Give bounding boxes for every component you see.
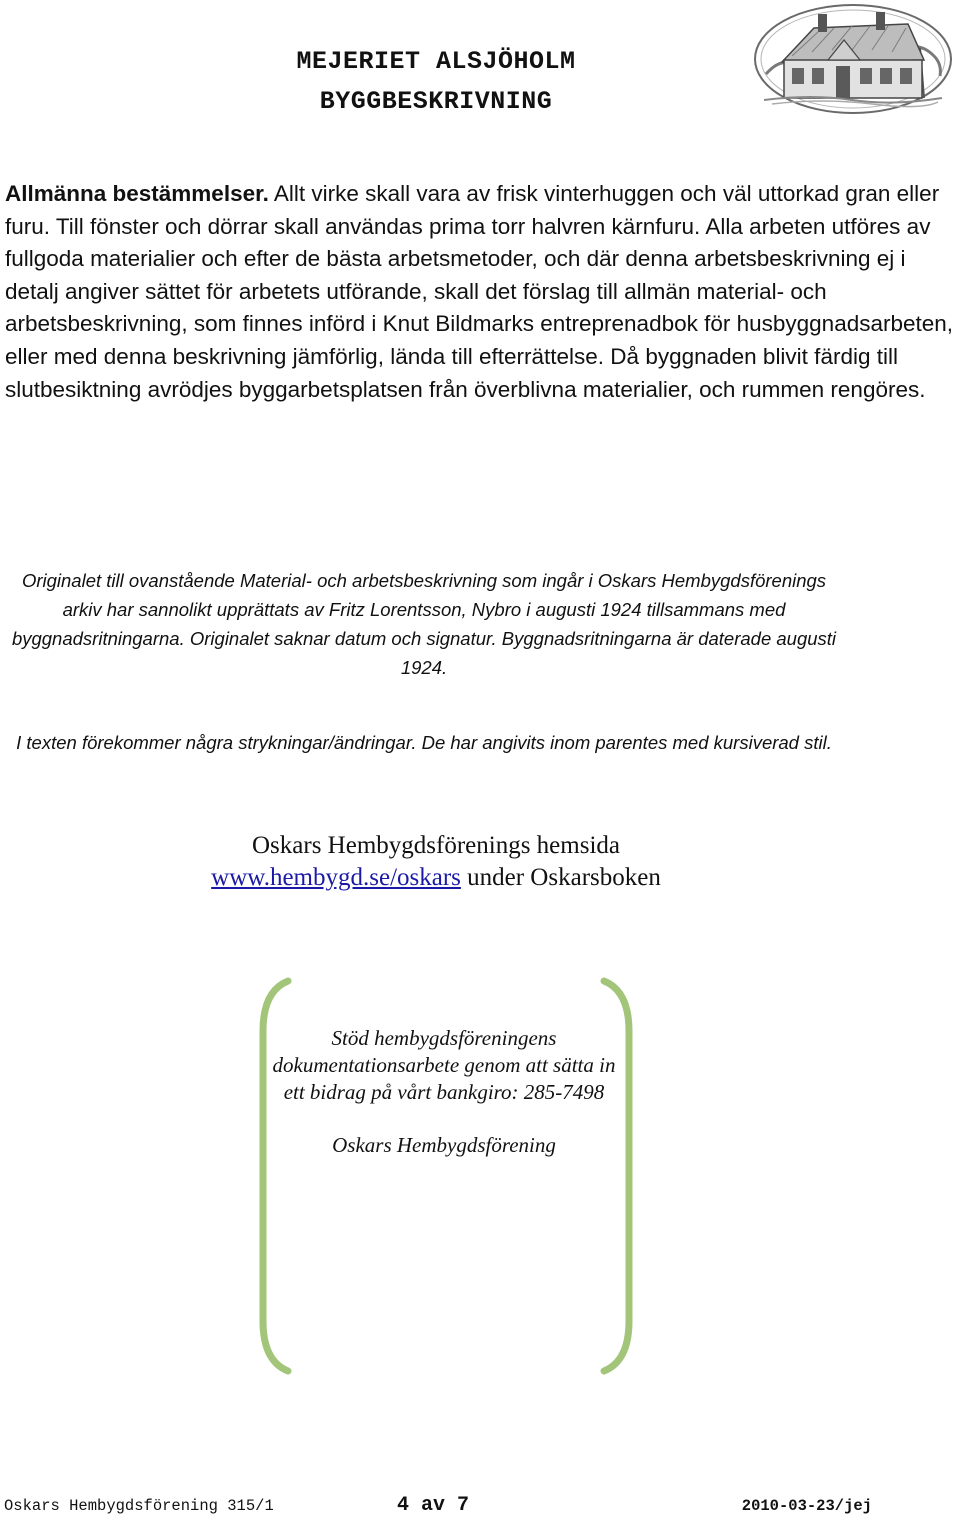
title-line-1: MEJERIET ALSJÖHOLM <box>296 47 576 76</box>
website-suffix: under Oskarsboken <box>460 864 661 891</box>
general-provisions-heading: Allmänna bestämmelser. <box>5 181 269 206</box>
website-line <box>0 862 872 894</box>
footer-date: 2010-03-23/jej <box>741 1497 872 1515</box>
donation-appeal <box>270 1025 618 1159</box>
website-title: Oskars Hembygdsförenings hemsida <box>252 832 620 859</box>
page-footer <box>0 1494 960 1518</box>
house-sketch-icon <box>752 2 955 116</box>
website-block <box>0 830 872 894</box>
website-link[interactable]: www.hembygd.se/oskars <box>211 864 461 891</box>
donation-org: Oskars Hembygdsförening <box>332 1133 556 1157</box>
origin-note: Originalet till ovanstående Material- och arbetsbeskrivning som ingår i Oskars Hembygdsförenings arkiv har sannolikt upprättats av Fritz Lorentsson, Nybro i augusti 1924 tillsammans med byggnadsritningarna. Originalet saknar datum och signatur. Byggnadsritningarna är daterade augusti 1924. <box>11 570 837 678</box>
general-provisions-paragraph <box>5 178 955 406</box>
general-provisions-text: Allt virke skall vara av frisk vinterhuggen och väl uttorkad gran eller furu. Till fönster och dörrar skall användas prima torr halvren kärnfuru. Alla arbeten utföres av fullgoda materialier och efter de bästa arbetsmetoder, och där denna arbetsbeskrivning ej i detalj angiver sättet för arbetets utförande, skall det förslag till allmän material- och arbetsbeskrivning, som finnes införd i Knut Bildmarks entreprenadbok för husbyggnadsarbeten, eller med denna beskrivning jämförlig, lända till efterrättelse. Då byggnaden blivit färdig till slutbesiktning avrödjes byggarbetsplatsen från överblivna materialier, och rummen rengöres. <box>5 181 954 402</box>
page-number: 4 av 7 <box>397 1494 470 1517</box>
donation-text: Stöd hembygdsföreningens dokumentationsarbete genom att sätta in ett bidrag på vårt bankgiro: 285-7498 <box>272 1026 616 1104</box>
footer-left: Oskars Hembygdsförening 315/1 <box>4 1497 274 1515</box>
edits-note: I texten förekommer några strykningar/ändringar. De har angivits inom parentes med kursiverad stil. <box>16 732 832 753</box>
title-line-2: BYGGBESKRIVNING <box>319 87 553 116</box>
